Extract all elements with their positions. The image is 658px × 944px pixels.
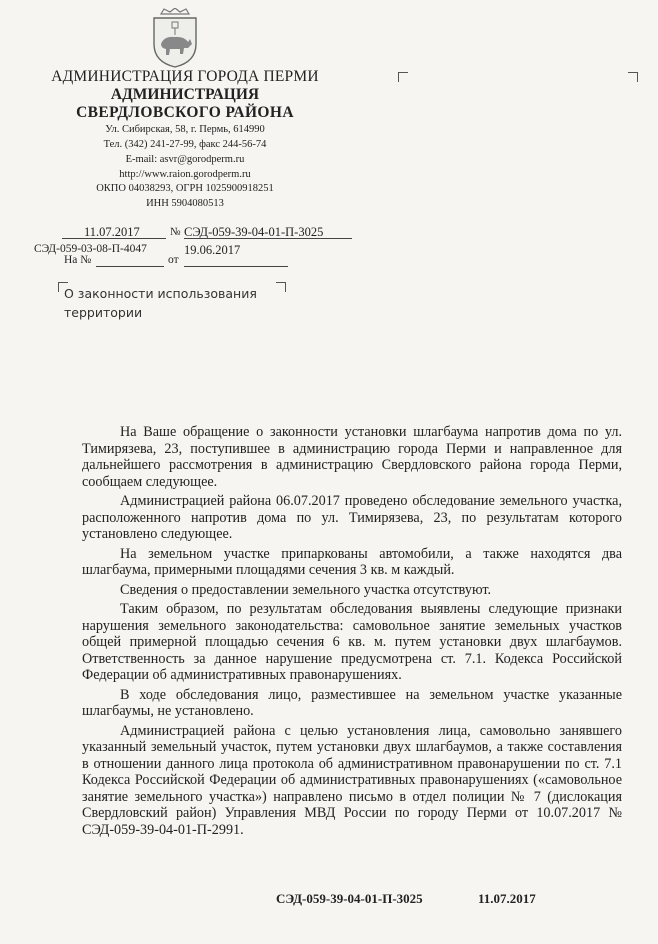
- district-title: СВЕРДЛОВСКОГО РАЙОНА: [76, 104, 294, 121]
- letter-subject: [64, 284, 257, 322]
- reg-date: 11.07.2017: [84, 225, 140, 239]
- body-paragraph-6: В ходе обследования лицо, разместившее на земельном участке указанные шлагбаумы, не установлено.: [82, 686, 622, 719]
- reg-number-sign: №: [170, 226, 181, 238]
- subject-corner-right: [276, 282, 286, 292]
- body-paragraph-1: На Ваше обращение о законности установки шлагбаума напротив дома по ул. Тимирязева, 23, поступившее в администрацию города Перми и направленное для дальнейшего рассмотрения в администрацию Свердловского района города Перми, сообщаем следующее.: [82, 424, 622, 490]
- ot-underline: [184, 266, 288, 267]
- na-label: На №: [64, 254, 92, 266]
- body-paragraph-2: Администрацией района 06.07.2017 проведено обследование земельного участка, расположенного напротив дома по ул. Тимирязева, 23, по результатам которого установлено следующее.: [82, 493, 622, 542]
- perm-coat-of-arms-icon: [148, 8, 202, 68]
- ref-date: 19.06.2017: [184, 243, 241, 257]
- subject-line-2: территории: [64, 305, 143, 320]
- body-paragraph-3: На земельном участке припаркованы автомобили, а также находятся два шлагбаума, примерными площадями сечения 3 кв. м каждый.: [82, 545, 622, 578]
- letter-body: [82, 424, 622, 838]
- admin-title: АДМИНИСТРАЦИЯ: [110, 86, 260, 103]
- body-paragraph-7: Администрацией района с целью установления лица, самовольно занявшего указанный земельный участок, путем установки двух шлагбаумов, а также составления в отношении данного лица протокола об административном правонарушении по ст. 7.1 Кодекса Российской Федерации об административных правонарушениях («самовольное занятие земельного участка») направлено письмо в отдел полиции № 7 (дислокация Свердловский район) Управления МВД России по городу Перми от 10.07.2017 № СЭД-059-39-04-01-П-2991.: [82, 722, 622, 838]
- phone-text: Тел. (342) 241-27-99, факс 244-56-74: [103, 139, 267, 150]
- na-underline: [96, 266, 164, 267]
- inn-text: ИНН 5904080513: [146, 198, 224, 209]
- email-text: E-mail: asvr@gorodperm.ru: [125, 154, 245, 165]
- addressee-corner-left: [398, 72, 408, 82]
- ref-number: СЭД-059-03-08-П-4047: [34, 243, 147, 255]
- website-text: http://www.raion.gorodperm.ru: [119, 169, 251, 180]
- subject-line-1: О законности использования: [64, 286, 257, 301]
- footer-reg-number: СЭД-059-39-04-01-П-3025: [276, 891, 423, 906]
- admin-city-title: АДМИНИСТРАЦИЯ ГОРОДА ПЕРМИ: [51, 68, 319, 85]
- body-paragraph-5: Таким образом, по результатам обследования выявлены следующие признаки нарушения земельного законодательства: самовольное занятие земельных участков общей примерной площадью сечения 6 кв. м. путем установки двух шлагбаумов. Ответственность за данное нарушение предусмотрена ст. 7.1. Кодекса Российской Федерации об административных правонарушениях.: [82, 601, 622, 683]
- footer-reg-date: 11.07.2017: [478, 891, 536, 906]
- body-paragraph-4: Сведения о предоставлении земельного участка отсутствуют.: [120, 581, 492, 598]
- addressee-corner-right: [628, 72, 638, 82]
- address-text: Ул. Сибирская, 58, г. Пермь, 614990: [105, 124, 265, 135]
- reg-date-underline: [62, 238, 166, 239]
- reg-number: СЭД-059-39-04-01-П-3025: [184, 225, 324, 239]
- okpo-ogrn-text: ОКПО 04038293, ОГРН 1025900918251: [96, 183, 274, 194]
- reg-number-underline: [184, 238, 352, 239]
- ot-label: от: [168, 254, 179, 266]
